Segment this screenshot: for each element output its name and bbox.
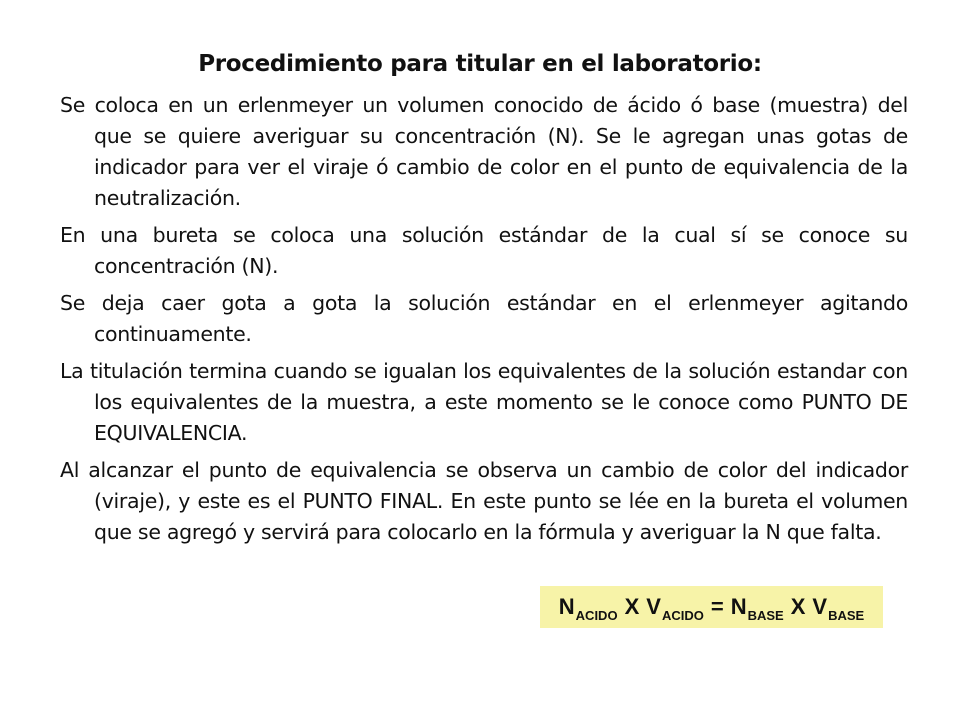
- slide-title: Procedimiento para titular en el laboratorio:: [198, 51, 762, 77]
- formula-v-acido: $V_{ACIDO}$: [646, 594, 704, 623]
- formula-times-2: X: [790, 594, 806, 619]
- formula-times-1: X: [624, 594, 640, 619]
- paragraph-titulacion: La titulación termina cuando se igualan los equivalentes de la solución estandar con los equivalentes de la muestra, a este momento se le conoce como PUNTO DE EQUIVALENCIA.: [60, 359, 908, 445]
- formula-n-base: $N_{BASE}$: [730, 594, 784, 623]
- formula-n-acido: $N_{ACIDO}$: [558, 594, 618, 623]
- paragraph-gota: Se deja caer gota a gota la solución estándar en el erlenmeyer agitando continuamente.: [60, 291, 908, 346]
- formula-equals: =: [710, 594, 724, 619]
- paragraph-punto-final: Al alcanzar el punto de equivalencia se observa un cambio de color del indicador (viraje), y este es el PUNTO FINAL. En este punto se lée en la bureta el volumen que se agregó y servirá para colocarlo en la fórmula y averiguar la N que falta.: [60, 458, 908, 544]
- slide-body: [60, 90, 908, 554]
- paragraph-muestra: Se coloca en un erlenmeyer un volumen conocido de ácido ó base (muestra) del que se quiere averiguar su concentración (N). Se le agregan unas gotas de indicador para ver el viraje ó cambio de color en el punto de equivalencia de la neutralización.: [60, 93, 908, 210]
- paragraph-bureta: En una bureta se coloca una solución estándar de la cual sí se conoce su concentración (N).: [60, 223, 908, 278]
- formula-box: [540, 586, 883, 628]
- formula-v-base: $V_{BASE}$: [812, 594, 865, 623]
